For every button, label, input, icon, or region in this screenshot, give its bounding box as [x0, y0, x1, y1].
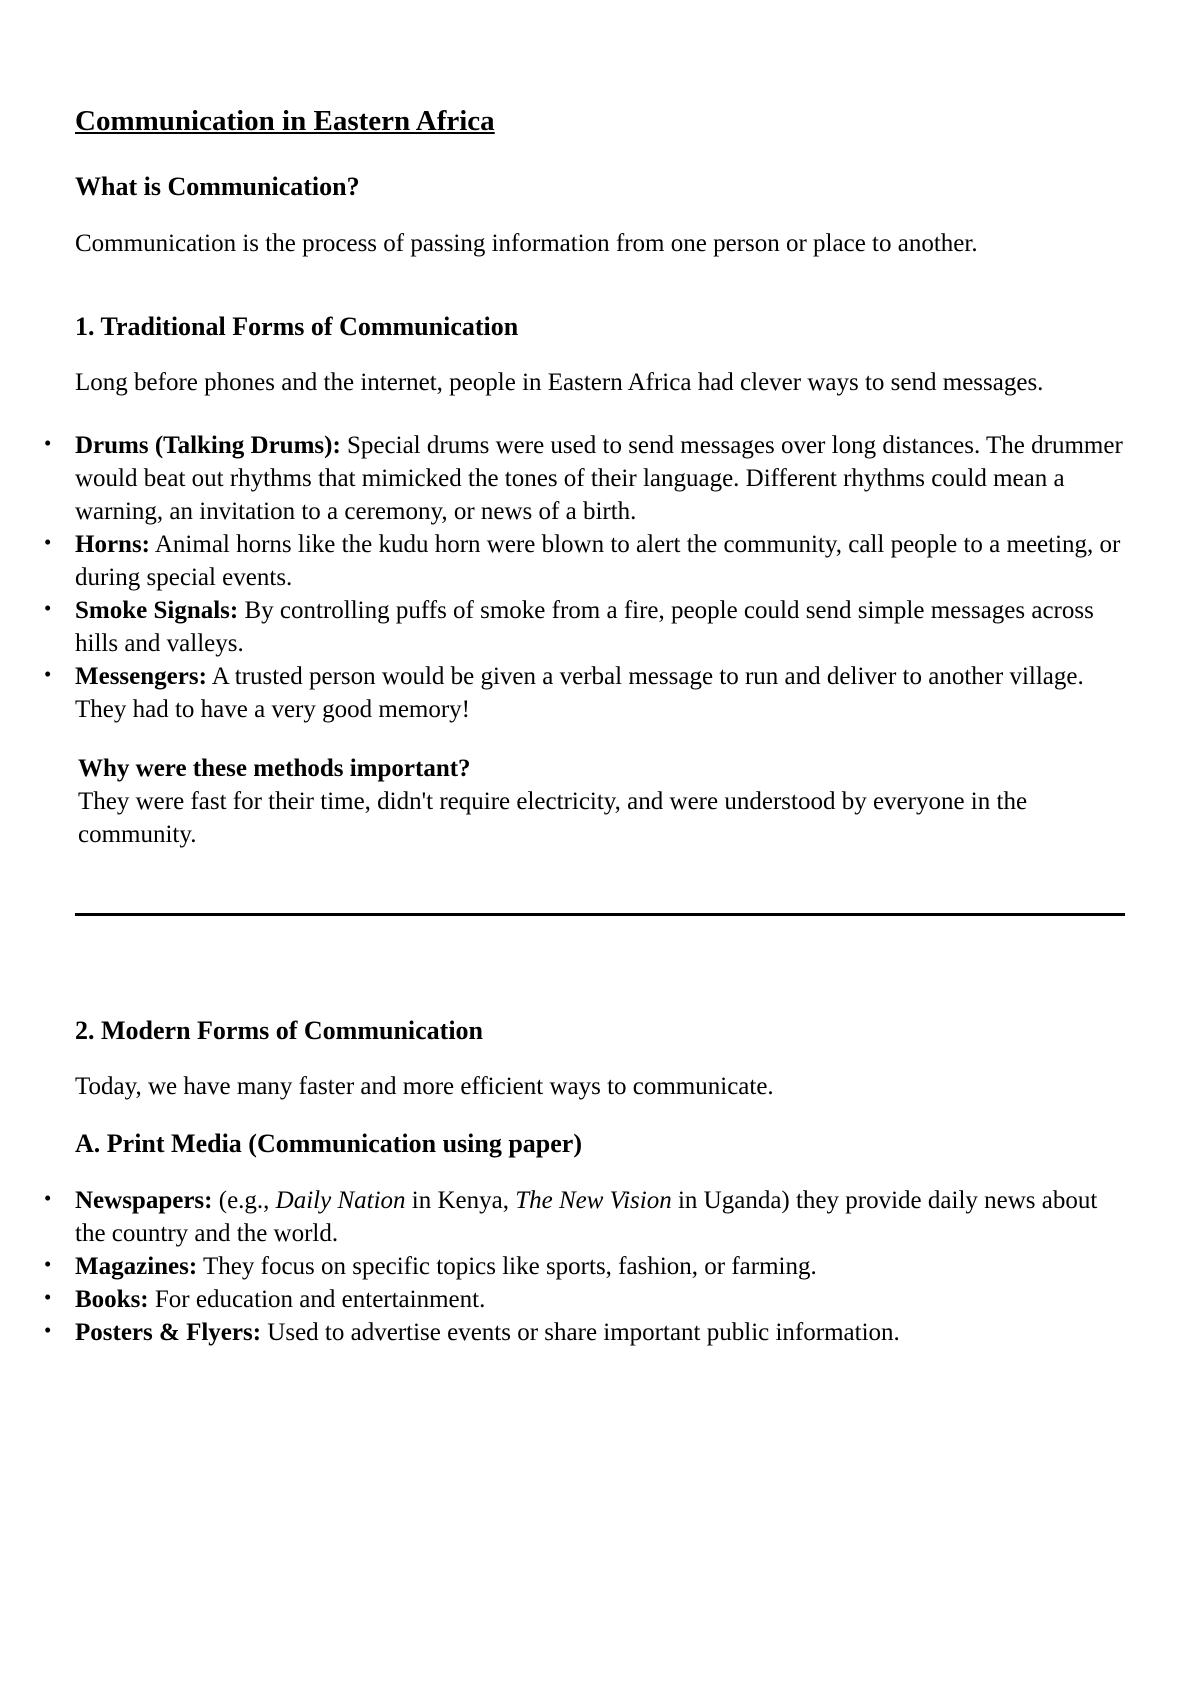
- bullet-body: [75, 531, 1120, 591]
- bullet-text: By controlling puffs of smoke from a fire, people could send simple messages across hills and valleys.: [75, 596, 1094, 657]
- newspaper-name-italic: The New Vision: [515, 1186, 672, 1214]
- bullet-text: Special drums were used to send messages over long distances. The drummer would beat out rhythms that mimicked the tones of their language. Different rhythms could mean a warning, an invitation to a ceremony, or news of a birth.: [75, 431, 1123, 525]
- newspaper-name-italic: Daily Nation: [275, 1186, 406, 1214]
- bullet-body: [75, 1187, 1097, 1247]
- list-item: [44, 594, 1125, 660]
- bullet-icon: •: [44, 430, 52, 455]
- section-2-heading: 2. Modern Forms of Communication: [75, 1015, 484, 1045]
- bullet-text: Used to advertise events or share important public information.: [261, 1318, 900, 1346]
- intro-heading: What is Communication?: [75, 172, 360, 202]
- document-title: Communication in Eastern Africa: [75, 105, 495, 137]
- bullet-body: [75, 432, 1123, 525]
- section-divider: [75, 913, 1125, 916]
- list-item: [44, 1316, 1125, 1349]
- importance-body: They were fast for their time, didn't require electricity, and were understood by everyone in the community.: [78, 787, 1028, 848]
- importance-heading: Why were these methods important?: [78, 754, 471, 782]
- bullet-icon: •: [44, 1185, 52, 1210]
- bullet-text: A trusted person would be given a verbal message to run and deliver to another village. They had to have a very good memory!: [75, 662, 1084, 723]
- bullet-body: [75, 663, 1084, 723]
- bullet-icon: •: [44, 1251, 52, 1276]
- traditional-bullet-list: [44, 429, 1125, 726]
- bullet-text: For education and entertainment.: [148, 1285, 486, 1313]
- list-item: [44, 1283, 1125, 1316]
- bullet-label: Drums (Talking Drums):: [75, 431, 341, 459]
- bullet-icon: •: [44, 1317, 52, 1342]
- list-item: [44, 528, 1125, 594]
- bullet-icon: •: [44, 1284, 52, 1309]
- intro-paragraph: Communication is the process of passing information from one person or place to another.: [75, 229, 978, 257]
- bullet-text: (e.g.,: [212, 1186, 276, 1214]
- list-item: [44, 1184, 1125, 1250]
- bullet-label: Newspapers:: [75, 1186, 213, 1214]
- bullet-label: Posters & Flyers:: [75, 1318, 262, 1346]
- importance-block: [75, 752, 1125, 851]
- bullet-text: Animal horns like the kudu horn were blown to alert the community, call people to a meeting, or during special events.: [75, 530, 1121, 591]
- bullet-body: [75, 1319, 900, 1346]
- bullet-icon: •: [44, 529, 52, 554]
- bullet-icon: •: [44, 661, 52, 686]
- bullet-body: [75, 1286, 485, 1313]
- section-1-lead: Long before phones and the internet, people in Eastern Africa had clever ways to send messages.: [75, 368, 1044, 396]
- bullet-label: Magazines:: [75, 1252, 198, 1280]
- list-item: [44, 429, 1125, 528]
- print-bullet-list: [44, 1184, 1125, 1349]
- bullet-icon: •: [44, 595, 52, 620]
- list-item: [44, 660, 1125, 726]
- bullet-text: They focus on specific topics like sports, fashion, or farming.: [197, 1252, 817, 1280]
- list-item: [44, 1250, 1125, 1283]
- bullet-label: Smoke Signals:: [75, 596, 239, 624]
- bullet-body: [75, 1253, 817, 1280]
- print-media-heading: A. Print Media (Communication using paper): [75, 1129, 582, 1159]
- section-2-lead: Today, we have many faster and more efficient ways to communicate.: [75, 1073, 774, 1101]
- section-1-heading: 1. Traditional Forms of Communication: [75, 311, 519, 341]
- bullet-label: Books:: [75, 1285, 149, 1313]
- bullet-label: Horns:: [75, 530, 150, 558]
- bullet-label: Messengers:: [75, 662, 207, 690]
- bullet-text: in Kenya,: [405, 1186, 516, 1214]
- bullet-text: in Uganda) they provide daily news about the country and the world.: [75, 1186, 1098, 1247]
- bullet-body: [75, 597, 1094, 657]
